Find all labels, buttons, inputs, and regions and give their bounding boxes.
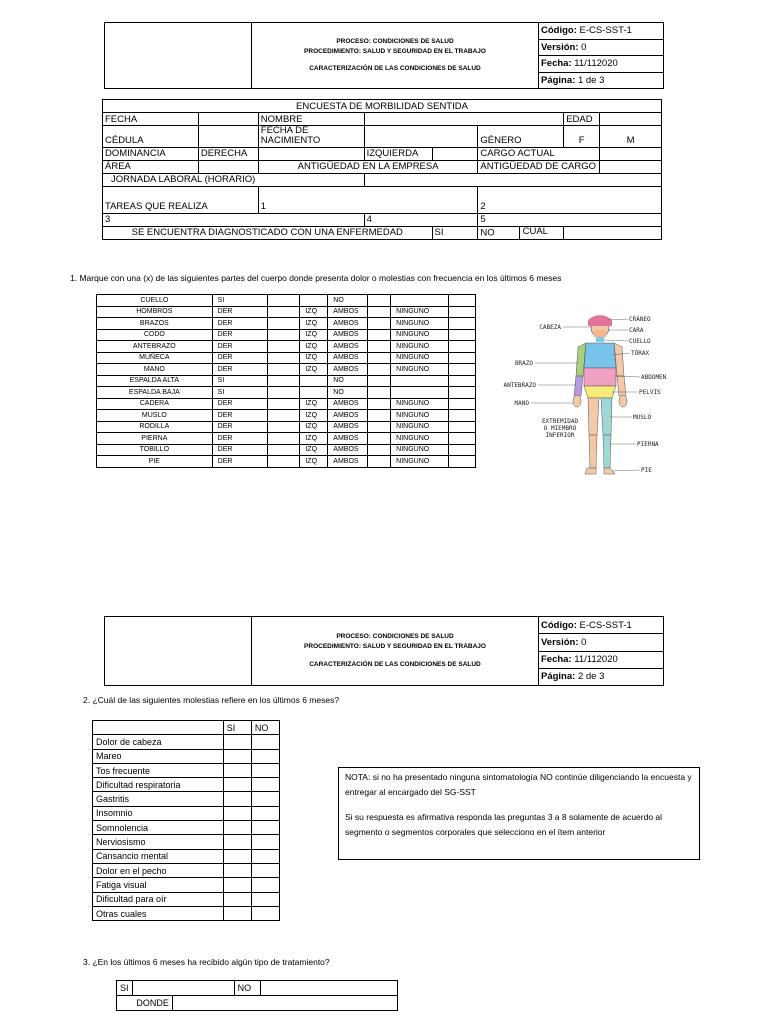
logo-placeholder <box>105 23 252 89</box>
body-parts-table <box>96 294 476 468</box>
label-mano: MANO <box>514 400 529 407</box>
molestia-row <box>93 749 280 763</box>
molestia-si-cell[interactable] <box>223 863 251 877</box>
molestia-row <box>93 878 280 892</box>
body-part-mark-cell[interactable] <box>368 421 391 433</box>
body-part-option-label: NINGUNO <box>391 352 449 364</box>
body-part-option-label: AMBOS <box>328 444 368 456</box>
body-part-option-label: IZQ <box>300 306 328 318</box>
body-diagram <box>503 310 678 490</box>
molestia-no-cell[interactable] <box>251 835 279 849</box>
body-part-option-label: AMBOS <box>328 364 368 376</box>
body-part-mark-cell[interactable] <box>268 329 300 341</box>
body-part-option-label: AMBOS <box>328 341 368 353</box>
molestia-si-cell[interactable] <box>223 835 251 849</box>
molestia-label: Dificultad respiratoria <box>93 778 224 792</box>
body-part-option-label: AMBOS <box>328 318 368 330</box>
label-cara: CARA <box>629 327 644 334</box>
label-torax: TÓRAX <box>631 350 650 357</box>
tarea-5[interactable]: 5 <box>478 213 662 226</box>
body-part-row <box>97 398 476 410</box>
body-part-mark-cell[interactable] <box>449 456 476 468</box>
molestia-no-cell[interactable] <box>251 792 279 806</box>
body-part-option-label: NINGUNO <box>391 410 449 422</box>
antiguedad-empresa-label: ANTIGÜEDAD EN LA EMPRESA <box>258 160 478 173</box>
tareas-label: TAREAS QUE REALIZA <box>103 186 259 213</box>
body-part-row <box>97 341 476 353</box>
body-part-option-label: DER <box>212 398 268 410</box>
fecha-cell-2: Fecha: 11/112020 <box>539 651 664 668</box>
tratamiento-si[interactable]: SI <box>117 981 133 996</box>
molestia-si-cell[interactable] <box>223 749 251 763</box>
body-part-label: RODILLA <box>97 421 213 433</box>
body-part-mark-cell[interactable] <box>268 295 300 307</box>
body-part-label: MUSLO <box>97 410 213 422</box>
body-part-mark-cell[interactable] <box>449 421 476 433</box>
body-part-mark-cell[interactable] <box>449 410 476 422</box>
body-part-option-label: NINGUNO <box>391 329 449 341</box>
molestia-row <box>93 806 280 820</box>
body-part-option-label: DER <box>212 364 268 376</box>
body-part-mark-cell[interactable] <box>300 295 328 307</box>
body-part-mark-cell[interactable] <box>300 387 328 399</box>
body-part-mark-cell[interactable] <box>268 364 300 376</box>
header-proceso-2: PROCESO: CONDICIONES DE SALUD <box>336 633 454 641</box>
diagnostico-no[interactable]: NO CUAL <box>478 226 564 239</box>
header-title-2: CARACTERIZACIÓN DE LAS CONDICIONES DE SALUD <box>309 660 481 668</box>
body-part-mark-cell[interactable] <box>449 398 476 410</box>
molestia-si-cell[interactable] <box>223 806 251 820</box>
molestia-row <box>93 892 280 906</box>
dominancia-label: DOMINANCIA <box>103 147 199 160</box>
question-2: 2. ¿Cuál de las siguientes molestias refiere en los últimos 6 meses? <box>83 695 340 705</box>
body-part-label: ESPALDA ALTA <box>97 375 213 387</box>
body-part-mark-cell[interactable] <box>449 444 476 456</box>
body-part-option-label: AMBOS <box>328 410 368 422</box>
body-part-mark-cell[interactable] <box>449 318 476 330</box>
body-part-row <box>97 410 476 422</box>
molestia-si-cell[interactable] <box>223 906 251 920</box>
body-part-mark-cell[interactable] <box>449 352 476 364</box>
body-part-option-label: SI <box>212 295 268 307</box>
label-extremidad-3: INFERIOR <box>545 432 575 439</box>
body-part-label: HOMBROS <box>97 306 213 318</box>
molestias-si-header: SI <box>223 721 251 735</box>
body-part-option-label: AMBOS <box>328 421 368 433</box>
body-part-label: CODO <box>97 329 213 341</box>
body-part-mark-cell[interactable] <box>268 306 300 318</box>
body-part-row <box>97 421 476 433</box>
cual-label: CUAL <box>519 227 543 239</box>
molestia-si-cell[interactable] <box>223 735 251 749</box>
tratamiento-no-field[interactable] <box>260 981 397 996</box>
molestia-row <box>93 906 280 920</box>
molestia-no-cell[interactable] <box>251 778 279 792</box>
molestias-no-header: NO <box>251 721 279 735</box>
molestia-label: Tos frecuente <box>93 763 224 777</box>
body-part-mark-cell[interactable] <box>268 318 300 330</box>
body-part-option-label: NINGUNO <box>391 364 449 376</box>
body-part-label: MANO <box>97 364 213 376</box>
header-procedimiento-2: PROCEDIMIENTO: SALUD Y SEGURIDAD EN EL TRABAJO <box>304 643 486 651</box>
molestia-si-cell[interactable] <box>223 763 251 777</box>
molestia-label: Somnolencia <box>93 821 224 835</box>
molestia-si-cell[interactable] <box>223 821 251 835</box>
molestia-row <box>93 849 280 863</box>
header-procedimiento: PROCEDIMIENTO: SALUD Y SEGURIDAD EN EL TRABAJO <box>304 47 486 55</box>
fecha-nacimiento-label: FECHA DE NACIMIENTO <box>258 126 364 148</box>
molestia-no-cell[interactable] <box>251 878 279 892</box>
body-part-mark-cell[interactable] <box>368 398 391 410</box>
jornada-field[interactable] <box>364 173 661 186</box>
body-part-mark-cell[interactable] <box>449 375 476 387</box>
body-part-option-label: NO <box>328 375 368 387</box>
nombre-field[interactable] <box>364 113 564 126</box>
cargo-actual-label: CARGO ACTUAL <box>478 147 600 160</box>
cargo-actual-field[interactable] <box>600 147 662 160</box>
codigo-cell-2: Código: E-CS-SST-1 <box>539 617 664 634</box>
donde-field[interactable] <box>172 996 397 1011</box>
label-muslo: MUSLO <box>633 414 652 421</box>
jornada-label: JORNADA LABORAL (HORARIO) <box>103 173 365 186</box>
body-part-option-label: DER <box>212 410 268 422</box>
human-figure-icon <box>573 315 627 474</box>
body-part-option-label: NINGUNO <box>391 318 449 330</box>
body-part-option-label: DER <box>212 306 268 318</box>
body-part-mark-cell[interactable] <box>391 295 449 307</box>
body-part-label: CADERA <box>97 398 213 410</box>
fecha-cell: Fecha: 11/112020 <box>539 56 664 73</box>
label-brazo: BRAZO <box>514 360 533 367</box>
body-part-mark-cell[interactable] <box>449 387 476 399</box>
molestia-row <box>93 821 280 835</box>
cual-field[interactable] <box>564 226 662 239</box>
body-part-option-label: AMBOS <box>328 306 368 318</box>
body-part-mark-cell[interactable] <box>391 375 449 387</box>
body-part-row <box>97 329 476 341</box>
molestia-no-cell[interactable] <box>251 806 279 820</box>
antiguedad-cargo-field[interactable] <box>600 160 662 173</box>
body-part-mark-cell[interactable] <box>368 306 391 318</box>
derecha-option[interactable]: DERECHA <box>198 147 258 160</box>
body-part-mark-cell[interactable] <box>268 352 300 364</box>
cedula-label: CÉDULA <box>103 126 199 148</box>
codigo-cell: Código: E-CS-SST-1 <box>539 23 664 40</box>
body-part-mark-cell[interactable] <box>449 364 476 376</box>
body-part-mark-cell[interactable] <box>268 375 300 387</box>
body-part-option-label: AMBOS <box>328 433 368 445</box>
body-part-mark-cell[interactable] <box>368 444 391 456</box>
body-part-mark-cell[interactable] <box>368 375 391 387</box>
molestia-si-cell[interactable] <box>223 849 251 863</box>
body-part-label: PIERNA <box>97 433 213 445</box>
body-part-option-label: DER <box>212 318 268 330</box>
body-part-mark-cell[interactable] <box>268 433 300 445</box>
body-part-mark-cell[interactable] <box>449 306 476 318</box>
label-pelvis: PELVIS <box>639 389 661 396</box>
genero-f[interactable]: F <box>564 126 600 148</box>
body-part-option-label: AMBOS <box>328 329 368 341</box>
body-part-mark-cell[interactable] <box>268 421 300 433</box>
genero-m[interactable]: M <box>600 126 662 148</box>
label-extremidad-1: EXTREMIDAD <box>541 418 579 425</box>
nombre-label: NOMBRE <box>258 113 364 126</box>
molestia-row <box>93 778 280 792</box>
body-part-mark-cell[interactable] <box>449 433 476 445</box>
fecha-field[interactable] <box>198 113 258 126</box>
area-label: ÁREA <box>103 160 199 173</box>
molestia-no-cell[interactable] <box>251 906 279 920</box>
logo-placeholder-2 <box>105 617 252 686</box>
header-page-2 <box>104 616 664 686</box>
body-part-row <box>97 318 476 330</box>
tarea-3[interactable]: 3 <box>103 213 365 226</box>
label-cabeza: CABEZA <box>539 324 561 331</box>
molestia-label: Nerviosismo <box>93 835 224 849</box>
label-cuello: CUELLO <box>629 338 651 345</box>
body-part-mark-cell[interactable] <box>268 410 300 422</box>
molestia-row <box>93 835 280 849</box>
molestia-label: Dolor en el pecho <box>93 863 224 877</box>
body-part-option-label: DER <box>212 352 268 364</box>
body-part-mark-cell[interactable] <box>268 387 300 399</box>
fecha-nacimiento-field[interactable] <box>364 126 478 148</box>
body-part-option-label: NINGUNO <box>391 444 449 456</box>
body-part-label: ANTEBRAZO <box>97 341 213 353</box>
body-part-option-label: AMBOS <box>328 398 368 410</box>
edad-label: EDAD <box>564 113 600 126</box>
body-part-mark-cell[interactable] <box>368 318 391 330</box>
body-part-option-label: IZQ <box>300 456 328 468</box>
body-part-label: MUÑECA <box>97 352 213 364</box>
body-part-mark-cell[interactable] <box>268 398 300 410</box>
body-part-mark-cell[interactable] <box>368 433 391 445</box>
body-part-row <box>97 364 476 376</box>
molestia-no-cell[interactable] <box>251 749 279 763</box>
molestias-table <box>92 720 280 921</box>
body-part-mark-cell[interactable] <box>368 341 391 353</box>
molestia-si-cell[interactable] <box>223 878 251 892</box>
body-part-mark-cell[interactable] <box>300 375 328 387</box>
question-3: 3. ¿En los últimos 6 meses ha recibido algún tipo de tratamiento? <box>83 957 330 967</box>
area-field[interactable] <box>198 160 258 173</box>
body-part-option-label: NO <box>328 387 368 399</box>
label-pie: PIE <box>641 467 652 474</box>
pagina-cell-2: Página: 2 de 3 <box>539 668 664 685</box>
note-paragraph-1: NOTA: si no ha presentado ninguna sintomatología NO continúe diligenciando la encuesta y entregar al encargado del SG-SST <box>345 772 692 797</box>
tarea-1[interactable]: 1 <box>258 186 478 213</box>
body-part-label: CUELLO <box>97 295 213 307</box>
body-part-mark-cell[interactable] <box>368 387 391 399</box>
molestia-row <box>93 735 280 749</box>
body-part-mark-cell[interactable] <box>368 295 391 307</box>
body-part-row <box>97 295 476 307</box>
body-part-option-label: IZQ <box>300 421 328 433</box>
body-part-option-label: DER <box>212 341 268 353</box>
body-part-option-label: IZQ <box>300 364 328 376</box>
body-part-option-label: AMBOS <box>328 352 368 364</box>
edad-field[interactable] <box>600 113 662 126</box>
cedula-field[interactable] <box>198 126 258 148</box>
label-craneo: CRÁNEO <box>629 316 651 323</box>
header-title: CARACTERIZACIÓN DE LAS CONDICIONES DE SALUD <box>309 65 481 73</box>
question-1: 1. Marque con una (x) de las siguientes partes del cuerpo donde presenta dolor o molestias con frecuencia en los últimos 6 meses <box>70 273 562 283</box>
body-part-mark-cell[interactable] <box>268 444 300 456</box>
body-part-mark-cell[interactable] <box>368 410 391 422</box>
body-part-option-label: NINGUNO <box>391 306 449 318</box>
diagnostico-label: SE ENCUENTRA DIAGNOSTICADO CON UNA ENFERMEDAD <box>103 226 433 239</box>
tratamiento-no[interactable]: NO <box>234 981 260 996</box>
body-part-label: BRAZOS <box>97 318 213 330</box>
tratamiento-table <box>116 980 398 1011</box>
fecha-label: FECHA <box>103 113 199 126</box>
izquierda-option[interactable]: IZQUIERDA <box>364 147 432 160</box>
body-part-option-label: DER <box>212 421 268 433</box>
body-part-option-label: DER <box>212 329 268 341</box>
molestia-row <box>93 763 280 777</box>
body-part-row <box>97 433 476 445</box>
molestia-no-cell[interactable] <box>251 849 279 863</box>
body-part-mark-cell[interactable] <box>449 341 476 353</box>
body-part-row <box>97 375 476 387</box>
body-part-label: ESPALDA BAJA <box>97 387 213 399</box>
body-part-option-label: NO <box>328 295 368 307</box>
pagina-cell: Página: 1 de 3 <box>539 72 664 89</box>
molestia-label: Dificultad para oír <box>93 892 224 906</box>
note-box <box>338 767 700 860</box>
body-part-label: PIE <box>97 456 213 468</box>
body-part-option-label: NINGUNO <box>391 421 449 433</box>
donde-label: DONDE <box>117 996 173 1011</box>
label-antebrazo: ANTEBRAZO <box>503 382 536 389</box>
body-part-option-label: IZQ <box>300 341 328 353</box>
tarea-4[interactable]: 4 <box>364 213 478 226</box>
molestia-label: Fatiga visual <box>93 878 224 892</box>
body-part-mark-cell[interactable] <box>449 329 476 341</box>
molestia-label: Dolor de cabeza <box>93 735 224 749</box>
molestia-row <box>93 863 280 877</box>
molestia-no-cell[interactable] <box>251 892 279 906</box>
body-part-option-label: IZQ <box>300 352 328 364</box>
body-part-option-label: DER <box>212 456 268 468</box>
body-part-option-label: DER <box>212 433 268 445</box>
label-abdomen: ABDOMEN <box>641 374 667 381</box>
molestia-label: Mareo <box>93 749 224 763</box>
derecha-mark[interactable] <box>258 147 364 160</box>
body-part-row <box>97 444 476 456</box>
molestia-si-cell[interactable] <box>223 892 251 906</box>
body-part-option-label: IZQ <box>300 433 328 445</box>
body-part-option-label: IZQ <box>300 318 328 330</box>
molestia-label: Insomnio <box>93 806 224 820</box>
body-part-option-label: AMBOS <box>328 456 368 468</box>
molestia-label: Otras cuales <box>93 906 224 920</box>
version-cell: Versión: 0 <box>539 39 664 56</box>
header-page-1 <box>104 22 664 89</box>
antiguedad-cargo-label: ANTIGÜEDAD DE CARGO <box>478 160 600 173</box>
body-part-mark-cell[interactable] <box>368 456 391 468</box>
body-part-mark-cell[interactable] <box>368 329 391 341</box>
label-extremidad-2: O MIEMBRO <box>543 425 577 432</box>
diagnostico-si[interactable]: SI <box>432 226 478 239</box>
body-part-option-label: SI <box>212 375 268 387</box>
body-part-option-label: NINGUNO <box>391 341 449 353</box>
body-part-option-label: SI <box>212 387 268 399</box>
molestia-label: Gastritis <box>93 792 224 806</box>
body-part-option-label: NINGUNO <box>391 398 449 410</box>
body-part-row <box>97 387 476 399</box>
molestia-label: Cansancio mental <box>93 849 224 863</box>
body-part-mark-cell[interactable] <box>268 341 300 353</box>
body-part-row <box>97 456 476 468</box>
tratamiento-si-field[interactable] <box>132 981 234 996</box>
body-part-label: TOBILLO <box>97 444 213 456</box>
note-paragraph-2: Si su respuesta es afirmativa responda las preguntas 3 a 8 solamente de acuerdo al segmento o segmentos corporales que selecciono en el ítem anterior <box>345 811 663 837</box>
body-part-mark-cell[interactable] <box>268 456 300 468</box>
header-proceso: PROCESO: CONDICIONES DE SALUD <box>336 37 454 45</box>
version-cell-2: Versión: 0 <box>539 634 664 651</box>
body-part-mark-cell[interactable] <box>391 387 449 399</box>
body-part-option-label: DER <box>212 444 268 456</box>
body-part-row <box>97 306 476 318</box>
survey-title: ENCUESTA DE MORBILIDAD SENTIDA <box>103 100 662 113</box>
body-part-row <box>97 352 476 364</box>
body-part-mark-cell[interactable] <box>368 364 391 376</box>
body-part-option-label: NINGUNO <box>391 433 449 445</box>
molestia-si-cell[interactable] <box>223 778 251 792</box>
body-part-option-label: IZQ <box>300 329 328 341</box>
body-part-option-label: IZQ <box>300 444 328 456</box>
body-part-option-label: IZQ <box>300 398 328 410</box>
label-pierna: PIERNA <box>637 441 659 448</box>
genero-label: GÉNERO <box>478 126 564 148</box>
molestia-si-cell[interactable] <box>223 792 251 806</box>
molestia-no-cell[interactable] <box>251 821 279 835</box>
molestia-no-cell[interactable] <box>251 735 279 749</box>
izquierda-mark[interactable] <box>432 147 478 160</box>
molestia-no-cell[interactable] <box>251 763 279 777</box>
tarea-2[interactable]: 2 <box>478 186 662 213</box>
body-part-mark-cell[interactable] <box>449 295 476 307</box>
molestia-row <box>93 792 280 806</box>
body-part-mark-cell[interactable] <box>368 352 391 364</box>
survey-form <box>102 99 662 240</box>
body-part-option-label: NINGUNO <box>391 456 449 468</box>
molestia-no-cell[interactable] <box>251 863 279 877</box>
body-part-option-label: IZQ <box>300 410 328 422</box>
